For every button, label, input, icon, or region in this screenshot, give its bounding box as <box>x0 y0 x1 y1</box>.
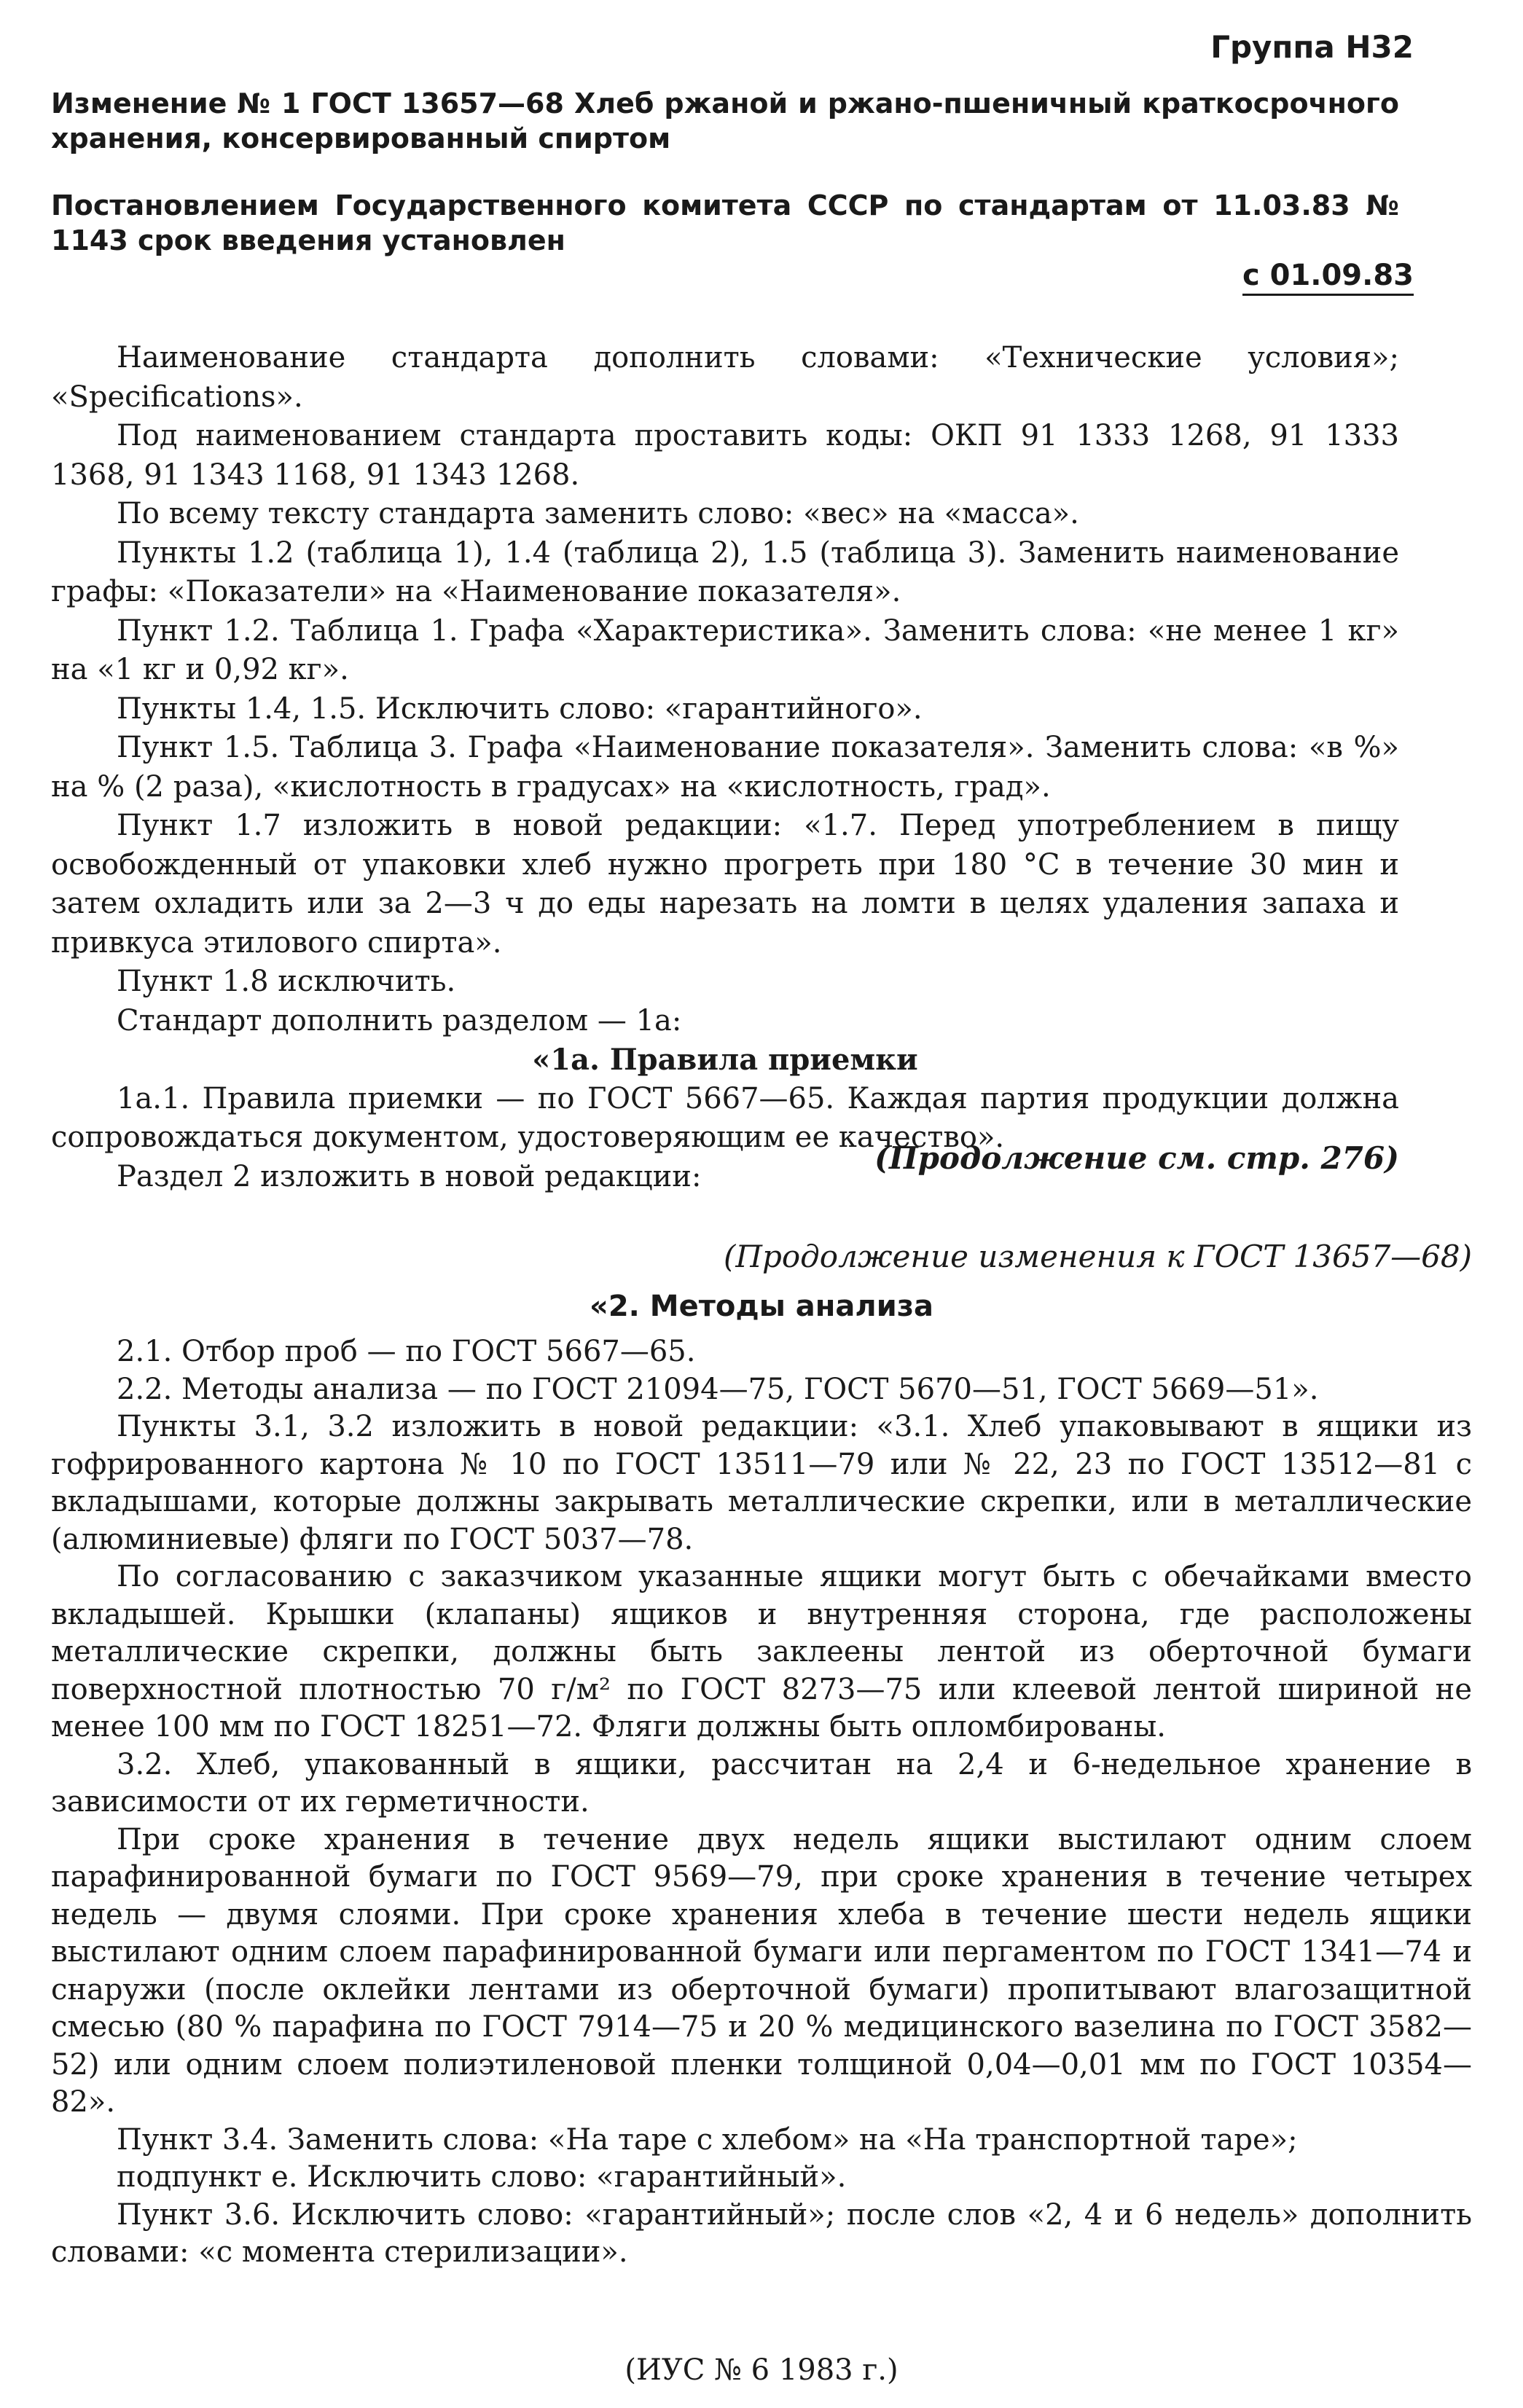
paragraph: Пункты 1.2 (таблица 1), 1.4 (таблица 2), 1.5 (таблица 3). Заменить наименование графы: «Показатели» на «Наименование показателя». <box>51 536 1399 608</box>
section-1a-text: 1а.1. Правила приемки — по ГОСТ 5667—65. Каждая партия продукции должна сопровождаться документом, удостоверяющим ее качество». <box>51 1081 1399 1154</box>
amendment-part-1 <box>51 339 1399 1196</box>
section-1a-heading: «1а. Правила приемки <box>532 1043 918 1077</box>
paragraph: Пункты 1.4, 1.5. Исключить слово: «гарантийного». <box>117 691 923 726</box>
paragraph: По согласованию с заказчиком указанные ящики могут быть с обечайками вместо вкладышей. Крышки (клапаны) ящиков и внутренняя сторона, где расположены металлические скрепки, должны быть заклеены лентой из оберточной бумаги поверхностной плотностью 70 г/м² по ГОСТ 8273—75 или клеевой лентой шириной не менее 100 мм по ГОСТ 18251—72. Фляги должны быть опломбированы. <box>51 1560 1472 1744</box>
paragraph: 3.2. Хлеб, упакованный в ящики, рассчитан на 2,4 и 6-недельное хранение в зависимости от их герметичности. <box>51 1747 1472 1819</box>
source-reference: (ИУС № 6 1983 г.) <box>625 2353 898 2387</box>
paragraph: Наименование стандарта дополнить словами: «Технические условия»; «Specifications». <box>51 341 1399 414</box>
paragraph: Пункт 1.8 исключить. <box>117 965 456 998</box>
paragraph: Пункт 3.4. Заменить слова: «На таре с хлебом» на «На транспортной таре»; <box>117 2122 1298 2157</box>
paragraph: подпункт е. Исключить слово: «гарантийный». <box>117 2160 847 2194</box>
continuation-header: (Продолжение изменения к ГОСТ 13657—68) <box>724 1239 1472 1274</box>
amendment-part-2 <box>51 1333 1472 2272</box>
section-2-intro: Раздел 2 изложить в новой редакции: <box>117 1159 702 1193</box>
paragraph: По всему тексту стандарта заменить слово: «вес» на «масса». <box>117 497 1079 530</box>
paragraph: Пункты 3.1, 3.2 изложить в новой редакции: «3.1. Хлеб упаковывают в ящики из гофрированного картона № 10 по ГОСТ 13511—79 или № 22, 23 по ГОСТ 13512—81 с вкладышами, которые должны закрывать металлические скрепки, или в металлические (алюминиевые) фляги по ГОСТ 5037—78. <box>51 1410 1472 1556</box>
paragraph: Пункт 1.7 изложить в новой редакции: «1.7. Перед употреблением в пищу освобожденный от упаковки хлеб нужно прогреть при 180 °С в течение 30 мин и затем охладить или за 2—3 ч до еды нарезать на ломти в целях удаления запаха и привкуса этилового спирта». <box>51 809 1399 960</box>
paragraph: Пункт 1.5. Таблица 3. Графа «Наименование показателя». Заменить слова: «в %» на % (2 раза), «кислотность в градусах» на «кислотность, град». <box>51 731 1399 804</box>
section-2-heading: «2. Методы анализа <box>590 1290 933 1323</box>
paragraph: 2.2. Методы анализа — по ГОСТ 21094—75, ГОСТ 5670—51, ГОСТ 5669—51». <box>117 1372 1319 1406</box>
group-code: Группа Н32 <box>1210 29 1414 65</box>
effective-date: с 01.09.83 <box>1242 259 1414 296</box>
amendment-title: Изменение № 1 ГОСТ 13657—68 Хлеб ржаной и ржано-пшеничный краткосрочного хранения, консервированный спиртом <box>51 87 1399 154</box>
paragraph: Пункт 3.6. Исключить слово: «гарантийный»; после слов «2, 4 и 6 недель» дополнить словами: «с момента стерилизации». <box>51 2197 1472 2269</box>
paragraph: 2.1. Отбор проб — по ГОСТ 5667—65. <box>117 1335 696 1368</box>
decree-statement: Постановлением Государственного комитета СССР по стандартам от 11.03.83 № 1143 срок введения установлен <box>51 189 1399 256</box>
continued-note: (Продолжение см. стр. 276) <box>874 1140 1399 1176</box>
paragraph: Стандарт дополнить разделом — 1а: <box>117 1003 682 1038</box>
paragraph: Пункт 1.2. Таблица 1. Графа «Характеристика». Заменить слова: «не менее 1 кг» на «1 кг и 0,92 кг». <box>51 613 1399 686</box>
paragraph: При сроке хранения в течение двух недель ящики выстилают одним слоем парафинированной бумаги по ГОСТ 9569—79, при сроке хранения в течение четырех недель — двумя слоями. При сроке хранения хлеба в течение шести недель ящики выстилают одним слоем парафинированной бумаги или пергаментом по ГОСТ 1341—74 и снаружи (после оклейки лентами из оберточной бумаги) пропитывают влагозащитной смесью (80 % парафина по ГОСТ 7914—75 и 20 % медицинского вазелина по ГОСТ 3582—52) или одним слоем полиэтиленовой пленки толщиной 0,04—0,01 мм по ГОСТ 10354—82». <box>51 1822 1472 2119</box>
paragraph: Под наименованием стандарта проставить коды: ОКП 91 1333 1268, 91 1333 1368, 91 1343 1168, 91 1343 1268. <box>51 419 1399 492</box>
